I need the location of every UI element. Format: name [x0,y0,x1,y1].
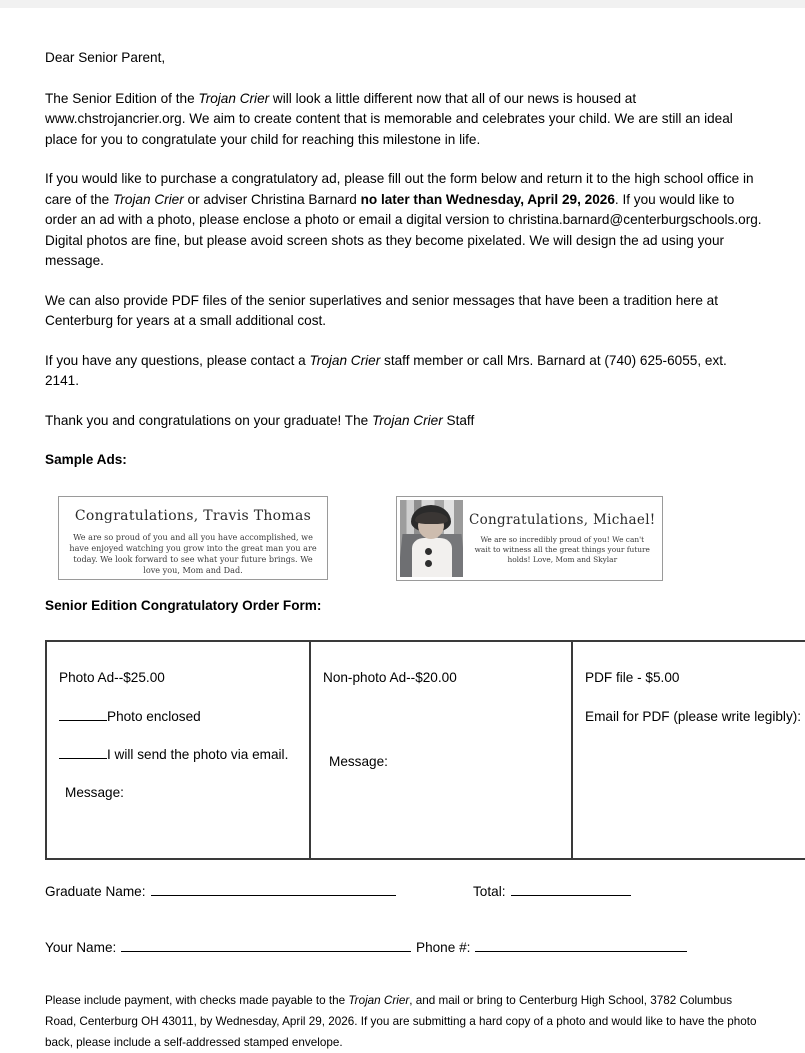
photo-enclosed-label: Photo enclosed [107,709,201,724]
sample-ad-card-travis-thomas [58,496,328,580]
text-run-normal-4: . If you would like to order an ad with a photo, please enclose a photo or email a digital version to christina.barnard@centerburgschools.org. Digital photos are fine, but please avoid screen shots as they become pixelated. We will design the ad using your message. [45,191,762,268]
text-run-normal-2: will look a little different now that all of our news is housed at www.chstrojancrier.org. We aim to create content that is memorable and celebrates your child. We are still an ideal place for you to congratulate your child for reaching this milestone in life. [45,90,733,147]
total-field[interactable] [473,882,631,902]
total-input[interactable] [511,883,631,896]
field-row-yourname-phone [45,938,765,968]
text-run-normal-0: If you have any questions, please contact a [45,352,310,368]
table-row [46,641,805,859]
sample-ad-message: We are so proud of you and all you have accomplished, we have enjoyed watching you grow into the great man you are today. We look forward to see what your future brings. We love you, Mom and Dad. [69,532,317,575]
paragraph-thank-you [45,411,763,432]
order-form-heading: Senior Edition Congratulatory Order Form: [45,598,322,613]
text-run-normal-0: Please include payment, with checks made payable to the [45,994,349,1007]
sample-ads-row [45,488,765,596]
pdf-file-price-label: PDF file - $5.00 [585,670,680,685]
order-form-table [45,640,805,860]
paragraph-questions [45,351,763,392]
paragraph-pdf-files [45,291,763,332]
text-run-normal-2: Staff [442,412,475,428]
photo-ad-price-label: Photo Ad--$25.00 [59,670,165,685]
senior-portrait-photo [400,500,463,577]
paragraph-order-instructions [45,169,763,272]
paragraph-intro [45,89,763,151]
pdf-email-label: Email for PDF (please write legibly): [585,709,802,724]
photo-enclosed-option[interactable] [59,707,297,727]
sample-ad-text-block [463,500,662,577]
text-run-normal-2: staff member or call Mrs. Barnard at (740) 625-6055, ext. 2141. [45,352,727,388]
graduate-name-input[interactable] [151,883,396,896]
text-run-italic-1: Trojan Crier [348,994,410,1007]
photo-pin-upper [425,548,432,555]
photo-shirt [412,538,452,577]
text-run-italic-1: Trojan Crier [371,412,443,428]
your-name-input[interactable] [121,939,411,952]
order-option-photo-ad[interactable] [46,641,310,859]
text-run-italic-1: Trojan Crier [309,352,381,368]
field-row-graduate-total [45,882,765,912]
text-run-normal-0: The Senior Edition of the [45,90,199,106]
graduate-name-field[interactable] [45,882,396,902]
sample-ad-message: We are so incredibly proud of you! We can't wait to witness all the great things your future holds! Love, Mom and Skylar [474,534,650,564]
text-run-normal-2: or adviser Christina Barnard [183,191,361,207]
non-photo-ad-price-label: Non-photo Ad--$20.00 [323,670,457,685]
order-option-non-photo-ad[interactable] [310,641,572,859]
order-option-pdf-file[interactable] [572,641,805,859]
text-run-italic-1: Trojan Crier [198,90,270,106]
non-photo-ad-message-label: Message: [329,754,388,769]
text-run-normal-2: , and mail or bring to Centerburg High School, 3782 Columbus Road, Centerburg OH 43011, by Wednesday, April 29, 2026. If you are submitting a hard copy of a photo and would like to have the photo back, please include a self-addressed stamped envelope. [45,994,757,1049]
graduate-name-label: Graduate Name: [45,884,146,899]
page-top-edge [0,0,805,8]
phone-label: Phone #: [416,940,471,955]
total-label: Total: [473,884,506,899]
sample-ad-headline: Congratulations, Michael! [469,511,656,528]
send-photo-email-label: I will send the photo via email. [107,747,289,762]
send-photo-email-option[interactable] [59,745,297,765]
payment-instructions-footer [45,990,763,1053]
salutation: Dear Senior Parent, [45,50,166,65]
send-photo-email-blank[interactable] [59,745,107,759]
phone-field[interactable] [416,938,687,958]
text-run-normal-0: If you would like to purchase a congratulatory ad, please fill out the form below and return it to the high school office in care of the [45,171,754,207]
sample-ad-card-michael [396,496,663,581]
sample-ad-headline: Congratulations, Travis Thomas [74,508,312,524]
photo-fringe [415,512,448,524]
sample-ads-heading: Sample Ads: [45,452,127,467]
text-run-normal-0: Thank you and congratulations on your graduate! The [45,412,372,428]
your-name-field[interactable] [45,938,411,958]
photo-pin-lower [425,560,432,567]
photo-enclosed-blank[interactable] [59,707,107,721]
photo-ad-message-label: Message: [65,785,124,800]
text-run-italic-1: Trojan Crier [113,191,184,207]
text-run-normal-0: We can also provide PDF files of the senior superlatives and senior messages that have been a tradition here at Centerburg for years at a small additional cost. [45,292,719,328]
text-run-bold-3: no later than Wednesday, April 29, 2026 [360,191,615,207]
document-page [0,8,805,1049]
order-form-fields [45,882,765,968]
your-name-label: Your Name: [45,940,117,955]
phone-input[interactable] [475,939,687,952]
